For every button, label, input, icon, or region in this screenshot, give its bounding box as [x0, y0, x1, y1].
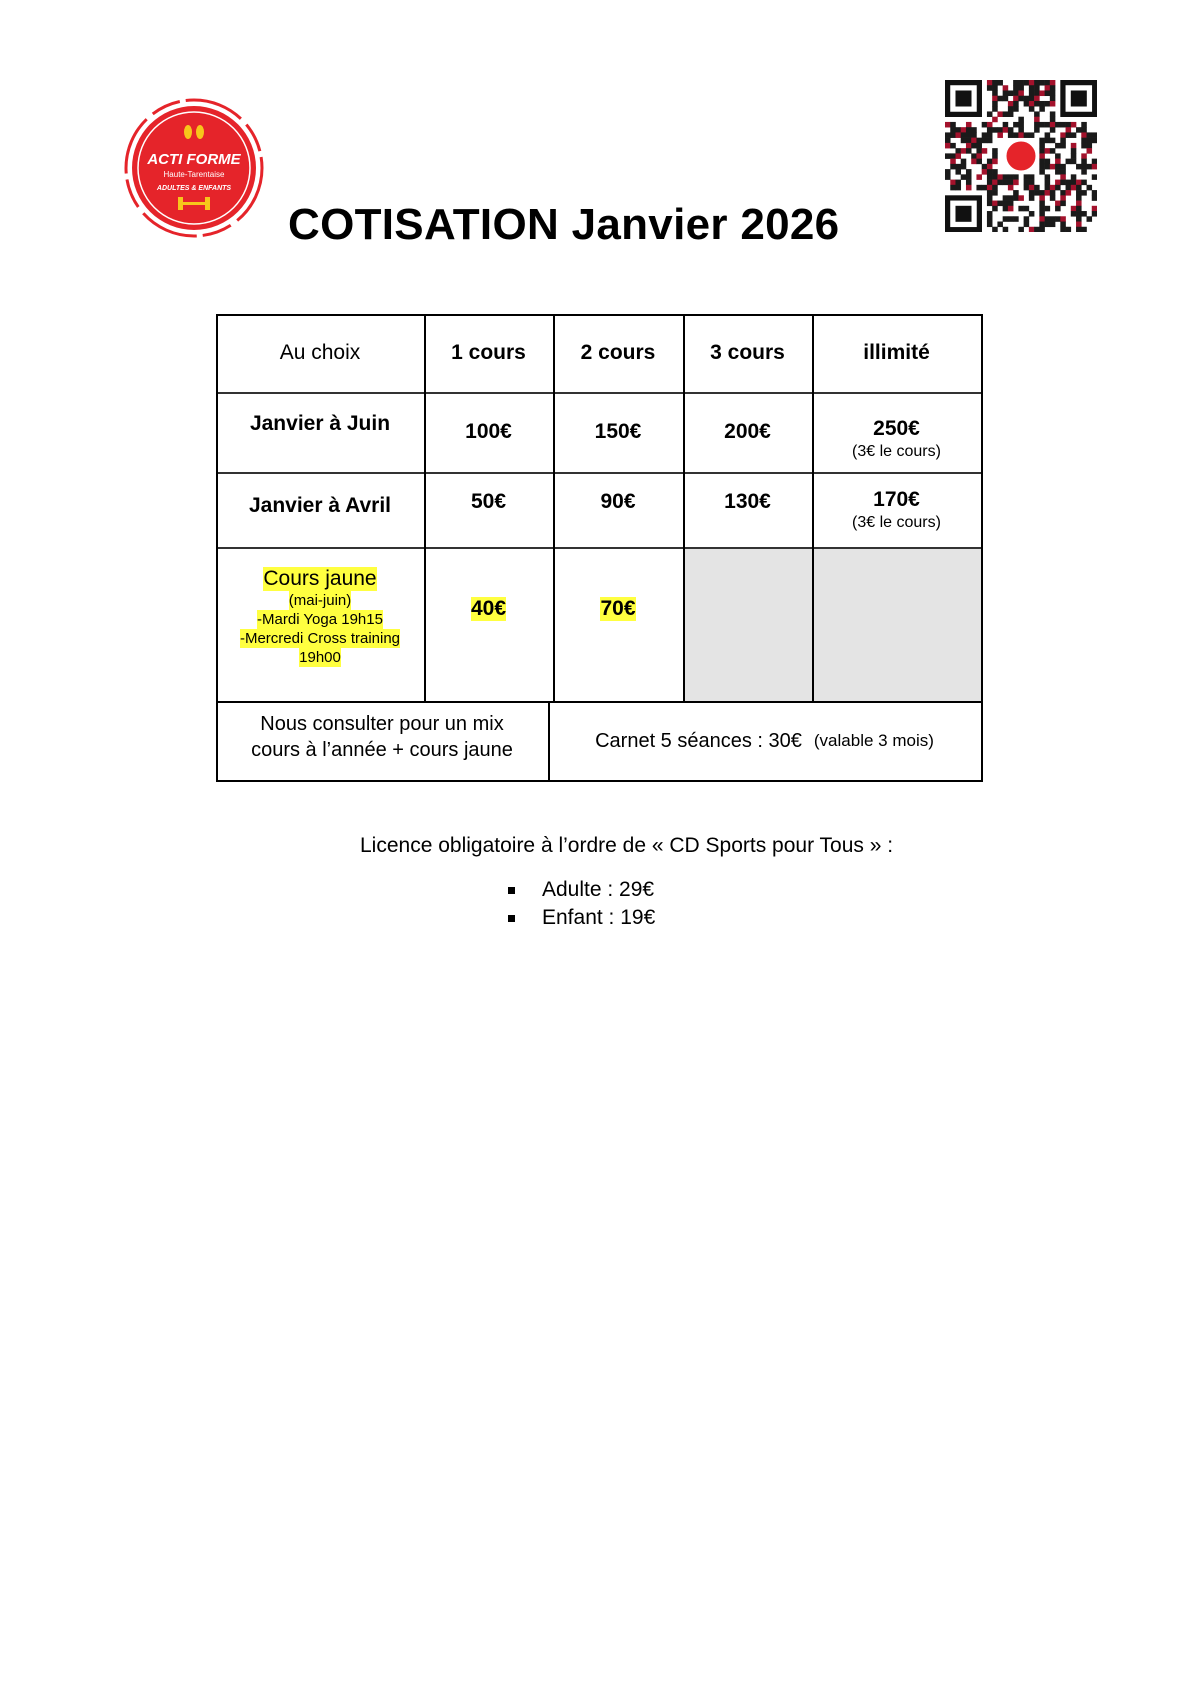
bullet-icon	[508, 915, 515, 922]
cours-jaune-time: 19h00	[299, 649, 341, 666]
empty-cell-3-cours	[683, 547, 812, 701]
logo-subtitle: Haute-Tarentaise	[163, 170, 225, 179]
footer-mix-line1: Nous consulter pour un mix	[260, 712, 504, 735]
price-cours-jaune-2-cours-cell	[553, 547, 683, 701]
footer-carnet-validity: (valable 3 mois)	[813, 730, 934, 750]
pricing-table	[216, 314, 981, 780]
acti-forme-logo	[124, 98, 264, 238]
header-2-cours: 2 cours	[580, 341, 656, 364]
header-1-cours: 1 cours	[451, 341, 526, 364]
cours-jaune-title: Cours jaune	[263, 567, 377, 590]
price-janvier-avril-2-cours: 90€	[600, 489, 636, 513]
row-label-janvier-juin: Janvier à Juin	[249, 412, 391, 435]
price-janvier-avril-3-cours: 130€	[724, 489, 771, 513]
price-janvier-juin-2-cours: 150€	[594, 420, 642, 443]
price-janvier-avril-illimite: 170€	[873, 487, 920, 511]
page-title: COTISATION Janvier 2026	[288, 200, 840, 249]
footer-carnet-cell	[548, 701, 981, 780]
price-cours-jaune-1-cours-cell	[424, 547, 553, 701]
header-au-choix: Au choix	[279, 341, 361, 364]
logo-name: ACTI FORME	[147, 151, 241, 168]
price-janvier-juin-illimite-cell	[812, 392, 981, 472]
empty-cell-illimite	[812, 547, 981, 701]
bullet-icon	[508, 887, 515, 894]
price-note: (3€ le cours)	[852, 443, 941, 460]
licence-price-list	[508, 876, 655, 932]
price-note: (3€ le cours)	[852, 513, 941, 531]
price-janvier-avril-1-cours: 50€	[470, 489, 507, 513]
list-item	[508, 904, 655, 932]
list-item	[508, 876, 655, 904]
logo-tagline: ADULTES & ENFANTS	[156, 185, 232, 192]
price-janvier-juin-illimite: 250€	[873, 417, 920, 440]
price-janvier-juin-1-cours: 100€	[465, 420, 512, 443]
header-3-cours: 3 cours	[710, 341, 785, 364]
price-janvier-juin-3-cours: 200€	[724, 420, 771, 443]
footer-mix-line2: cours à l’année + cours jaune	[251, 738, 513, 761]
price-janvier-avril-illimite-cell	[812, 472, 981, 547]
licence-adulte: Adulte : 29€	[542, 878, 655, 901]
qr-code-icon	[945, 80, 1097, 232]
price-cours-jaune-2-cours: 70€	[600, 597, 636, 620]
licence-text: Licence obligatoire à l’ordre de « CD Sports pour Tous » :	[360, 834, 894, 857]
row-label-janvier-avril: Janvier à Avril	[248, 493, 392, 517]
footer-carnet-text: Carnet 5 séances : 30€	[595, 729, 802, 752]
price-cours-jaune-1-cours: 40€	[470, 597, 507, 620]
cours-jaune-yoga: -Mardi Yoga 19h15	[257, 611, 383, 628]
cours-jaune-period: (mai-juin)	[288, 592, 352, 609]
licence-enfant: Enfant : 19€	[542, 906, 656, 929]
cours-jaune-cell	[216, 547, 424, 701]
header-illimite: illimité	[863, 341, 930, 364]
footer-mix-cell	[216, 701, 548, 780]
cours-jaune-cross-training: -Mercredi Cross training	[239, 630, 401, 647]
